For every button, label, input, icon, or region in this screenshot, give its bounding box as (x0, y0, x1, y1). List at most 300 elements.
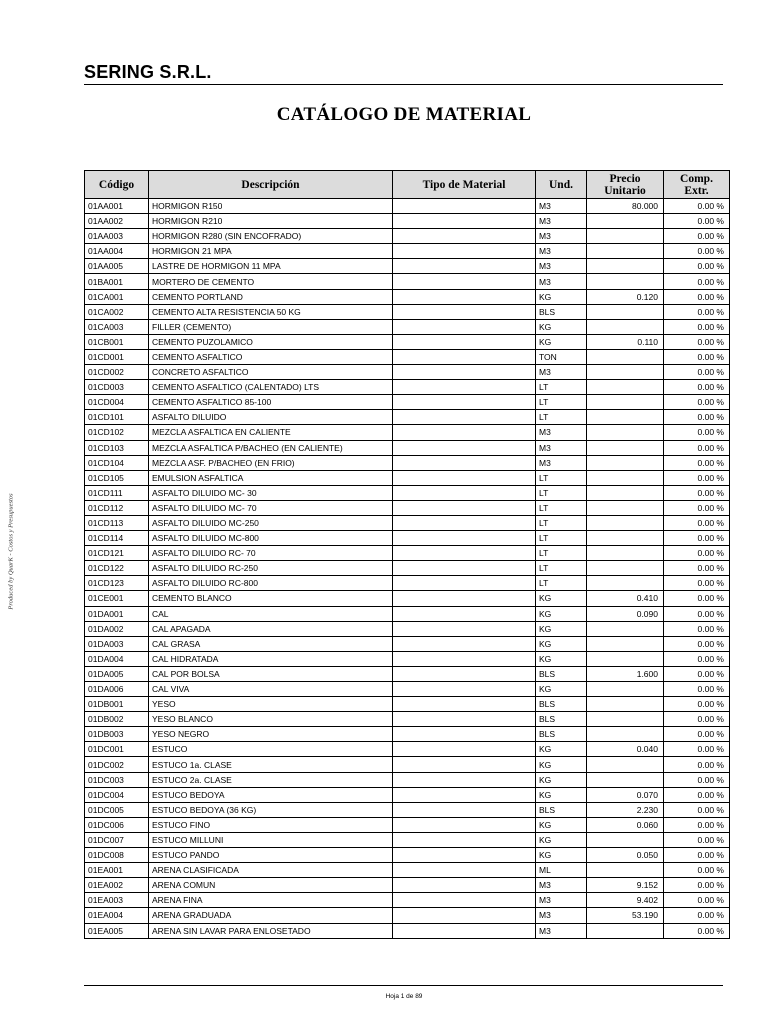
cell-comp-extr: 0.00 % (664, 923, 730, 938)
cell-description: ASFALTO DILUIDO RC-800 (149, 576, 393, 591)
cell-unit-price (587, 214, 664, 229)
cell-unit: M3 (536, 455, 587, 470)
cell-material-type (393, 199, 536, 214)
cell-unit: M3 (536, 365, 587, 380)
table-row (85, 470, 730, 485)
cell-comp-extr: 0.00 % (664, 682, 730, 697)
cell-description: ASFALTO DILUIDO MC-250 (149, 515, 393, 530)
cell-code: 01EA004 (85, 908, 149, 923)
cell-unit-price: 0.050 (587, 848, 664, 863)
table-row (85, 802, 730, 817)
cell-material-type (393, 908, 536, 923)
cell-unit: M3 (536, 440, 587, 455)
cell-comp-extr: 0.00 % (664, 636, 730, 651)
cell-material-type (393, 682, 536, 697)
cell-unit-price (587, 546, 664, 561)
cell-material-type (393, 893, 536, 908)
col-header-material-type: Tipo de Material (393, 171, 536, 199)
cell-unit: BLS (536, 697, 587, 712)
cell-unit: LT (536, 500, 587, 515)
cell-unit-price (587, 757, 664, 772)
cell-unit-price (587, 440, 664, 455)
cell-comp-extr: 0.00 % (664, 214, 730, 229)
cell-code: 01DA005 (85, 666, 149, 681)
cell-code: 01EA001 (85, 863, 149, 878)
cell-unit-price: 9.152 (587, 878, 664, 893)
cell-unit: KG (536, 742, 587, 757)
cell-code: 01DC003 (85, 772, 149, 787)
cell-description: HORMIGON R280 (SIN ENCOFRADO) (149, 229, 393, 244)
cell-unit: M3 (536, 923, 587, 938)
cell-code: 01AA005 (85, 259, 149, 274)
cell-material-type (393, 697, 536, 712)
cell-comp-extr: 0.00 % (664, 455, 730, 470)
cell-unit-price (587, 515, 664, 530)
cell-description: ASFALTO DILUIDO RC- 70 (149, 546, 393, 561)
cell-code: 01DA004 (85, 651, 149, 666)
cell-unit: LT (536, 410, 587, 425)
cell-unit: BLS (536, 727, 587, 742)
col-header-code: Código (85, 171, 149, 199)
cell-unit-price (587, 365, 664, 380)
cell-unit-price: 0.040 (587, 742, 664, 757)
table-row (85, 274, 730, 289)
cell-code: 01CD001 (85, 349, 149, 364)
table-row (85, 712, 730, 727)
table-row (85, 244, 730, 259)
cell-comp-extr: 0.00 % (664, 832, 730, 847)
cell-unit-price (587, 500, 664, 515)
company-name: SERING S.R.L. (84, 62, 212, 82)
cell-unit-price (587, 319, 664, 334)
cell-description: ESTUCO BEDOYA (36 KG) (149, 802, 393, 817)
cell-description: CAL HIDRATADA (149, 651, 393, 666)
cell-description: ESTUCO 1a. CLASE (149, 757, 393, 772)
table-row (85, 621, 730, 636)
cell-unit: M3 (536, 893, 587, 908)
cell-unit: KG (536, 606, 587, 621)
cell-comp-extr: 0.00 % (664, 727, 730, 742)
table-row (85, 893, 730, 908)
cell-description: CEMENTO ASFALTICO 85-100 (149, 395, 393, 410)
page-title: CATÁLOGO DE MATERIAL (276, 104, 532, 125)
cell-unit: BLS (536, 802, 587, 817)
table-row (85, 214, 730, 229)
cell-description: FILLER (CEMENTO) (149, 319, 393, 334)
cell-description: MEZCLA ASF. P/BACHEO (EN FRIO) (149, 455, 393, 470)
cell-comp-extr: 0.00 % (664, 289, 730, 304)
cell-unit-price (587, 274, 664, 289)
cell-unit: LT (536, 470, 587, 485)
cell-unit-price: 2.230 (587, 802, 664, 817)
cell-unit: M3 (536, 259, 587, 274)
cell-comp-extr: 0.00 % (664, 697, 730, 712)
cell-unit-price (587, 470, 664, 485)
cell-material-type (393, 229, 536, 244)
cell-comp-extr: 0.00 % (664, 515, 730, 530)
cell-description: YESO NEGRO (149, 727, 393, 742)
table-row (85, 199, 730, 214)
cell-material-type (393, 531, 536, 546)
header-divider (84, 84, 723, 85)
cell-description: CAL VIVA (149, 682, 393, 697)
cell-unit: LT (536, 515, 587, 530)
cell-comp-extr: 0.00 % (664, 576, 730, 591)
cell-unit: KG (536, 319, 587, 334)
cell-code: 01CD003 (85, 380, 149, 395)
cell-material-type (393, 832, 536, 847)
cell-description: ARENA SIN LAVAR PARA ENLOSETADO (149, 923, 393, 938)
cell-code: 01DA001 (85, 606, 149, 621)
table-row (85, 772, 730, 787)
cell-comp-extr: 0.00 % (664, 349, 730, 364)
cell-unit-price (587, 727, 664, 742)
table-header-row (85, 171, 730, 199)
table-row (85, 908, 730, 923)
cell-comp-extr: 0.00 % (664, 259, 730, 274)
cell-description: ESTUCO MILLUNI (149, 832, 393, 847)
cell-description: ASFALTO DILUIDO MC- 30 (149, 485, 393, 500)
cell-material-type (393, 727, 536, 742)
cell-material-type (393, 651, 536, 666)
cell-comp-extr: 0.00 % (664, 410, 730, 425)
table-row (85, 304, 730, 319)
cell-code: 01EA002 (85, 878, 149, 893)
cell-unit: KG (536, 289, 587, 304)
cell-comp-extr: 0.00 % (664, 380, 730, 395)
cell-unit-price (587, 561, 664, 576)
cell-code: 01DC002 (85, 757, 149, 772)
cell-unit-price (587, 395, 664, 410)
cell-description: ASFALTO DILUIDO RC-250 (149, 561, 393, 576)
cell-code: 01CA003 (85, 319, 149, 334)
cell-code: 01CD113 (85, 515, 149, 530)
footer-divider (84, 985, 723, 986)
table-row (85, 259, 730, 274)
cell-unit: KG (536, 621, 587, 636)
cell-description: ARENA FINA (149, 893, 393, 908)
cell-comp-extr: 0.00 % (664, 893, 730, 908)
cell-code: 01CD102 (85, 425, 149, 440)
cell-material-type (393, 787, 536, 802)
cell-unit: LT (536, 395, 587, 410)
cell-code: 01CD104 (85, 455, 149, 470)
cell-unit-price: 0.060 (587, 817, 664, 832)
table-row (85, 349, 730, 364)
cell-material-type (393, 591, 536, 606)
cell-unit-price (587, 863, 664, 878)
cell-unit-price (587, 923, 664, 938)
cell-unit-price: 0.410 (587, 591, 664, 606)
cell-unit-price (587, 636, 664, 651)
cell-unit: M3 (536, 425, 587, 440)
cell-material-type (393, 666, 536, 681)
cell-unit-price (587, 410, 664, 425)
table-row (85, 395, 730, 410)
cell-description: CEMENTO ASFALTICO (149, 349, 393, 364)
table-row (85, 531, 730, 546)
cell-unit: KG (536, 787, 587, 802)
cell-unit-price: 0.110 (587, 334, 664, 349)
table-row (85, 817, 730, 832)
cell-description: ASFALTO DILUIDO (149, 410, 393, 425)
cell-code: 01CD123 (85, 576, 149, 591)
col-header-unit: Und. (536, 171, 587, 199)
cell-material-type (393, 546, 536, 561)
cell-material-type (393, 304, 536, 319)
cell-comp-extr: 0.00 % (664, 500, 730, 515)
cell-comp-extr: 0.00 % (664, 666, 730, 681)
cell-description: CONCRETO ASFALTICO (149, 365, 393, 380)
table-row (85, 848, 730, 863)
cell-code: 01EA005 (85, 923, 149, 938)
cell-code: 01CD112 (85, 500, 149, 515)
cell-description: CEMENTO PORTLAND (149, 289, 393, 304)
cell-unit: M3 (536, 199, 587, 214)
cell-comp-extr: 0.00 % (664, 621, 730, 636)
cell-material-type (393, 365, 536, 380)
table-row (85, 727, 730, 742)
table-row (85, 546, 730, 561)
cell-comp-extr: 0.00 % (664, 848, 730, 863)
cell-comp-extr: 0.00 % (664, 817, 730, 832)
table-row (85, 485, 730, 500)
cell-code: 01DC004 (85, 787, 149, 802)
page-number: Hoja 1 de 89 (385, 993, 423, 1000)
cell-unit-price: 9.402 (587, 893, 664, 908)
cell-code: 01DC006 (85, 817, 149, 832)
cell-unit-price: 0.070 (587, 787, 664, 802)
cell-code: 01DC007 (85, 832, 149, 847)
table-row (85, 334, 730, 349)
cell-material-type (393, 515, 536, 530)
cell-comp-extr: 0.00 % (664, 440, 730, 455)
col-header-comp-extr: Comp. Extr. (664, 171, 730, 199)
cell-unit-price (587, 651, 664, 666)
cell-comp-extr: 0.00 % (664, 546, 730, 561)
cell-code: 01CD004 (85, 395, 149, 410)
cell-material-type (393, 485, 536, 500)
cell-comp-extr: 0.00 % (664, 908, 730, 923)
cell-unit: M3 (536, 244, 587, 259)
cell-code: 01DC005 (85, 802, 149, 817)
cell-unit-price (587, 455, 664, 470)
table-row (85, 682, 730, 697)
table-row (85, 440, 730, 455)
table-row (85, 289, 730, 304)
cell-description: ARENA COMUN (149, 878, 393, 893)
table-row (85, 863, 730, 878)
cell-unit-price: 0.120 (587, 289, 664, 304)
cell-unit: KG (536, 334, 587, 349)
table-row (85, 365, 730, 380)
cell-comp-extr: 0.00 % (664, 485, 730, 500)
cell-material-type (393, 712, 536, 727)
cell-code: 01AA002 (85, 214, 149, 229)
cell-code: 01CD111 (85, 485, 149, 500)
cell-material-type (393, 410, 536, 425)
cell-description: CAL GRASA (149, 636, 393, 651)
cell-unit: M3 (536, 214, 587, 229)
cell-comp-extr: 0.00 % (664, 334, 730, 349)
cell-code: 01CD101 (85, 410, 149, 425)
table-row (85, 455, 730, 470)
cell-comp-extr: 0.00 % (664, 319, 730, 334)
cell-code: 01CD002 (85, 365, 149, 380)
cell-code: 01EA003 (85, 893, 149, 908)
cell-code: 01CA001 (85, 289, 149, 304)
table-row (85, 515, 730, 530)
cell-unit: M3 (536, 908, 587, 923)
cell-unit-price (587, 697, 664, 712)
cell-code: 01AA003 (85, 229, 149, 244)
cell-material-type (393, 561, 536, 576)
cell-unit-price (587, 229, 664, 244)
cell-comp-extr: 0.00 % (664, 244, 730, 259)
cell-material-type (393, 334, 536, 349)
table-row (85, 878, 730, 893)
cell-material-type (393, 425, 536, 440)
cell-comp-extr: 0.00 % (664, 757, 730, 772)
cell-material-type (393, 349, 536, 364)
cell-code: 01CE001 (85, 591, 149, 606)
cell-description: CEMENTO BLANCO (149, 591, 393, 606)
cell-material-type (393, 289, 536, 304)
cell-description: ESTUCO (149, 742, 393, 757)
cell-unit: BLS (536, 666, 587, 681)
table-row (85, 410, 730, 425)
table-row (85, 229, 730, 244)
cell-unit: M3 (536, 229, 587, 244)
cell-description: ESTUCO PANDO (149, 848, 393, 863)
cell-comp-extr: 0.00 % (664, 531, 730, 546)
table-row (85, 697, 730, 712)
cell-code: 01CD105 (85, 470, 149, 485)
cell-description: ESTUCO 2a. CLASE (149, 772, 393, 787)
cell-comp-extr: 0.00 % (664, 606, 730, 621)
cell-description: ARENA CLASIFICADA (149, 863, 393, 878)
cell-material-type (393, 621, 536, 636)
cell-description: ESTUCO FINO (149, 817, 393, 832)
cell-description: ARENA GRADUADA (149, 908, 393, 923)
cell-description: MEZCLA ASFALTICA P/BACHEO (EN CALIENTE) (149, 440, 393, 455)
table-row (85, 561, 730, 576)
cell-description: CEMENTO PUZOLAMICO (149, 334, 393, 349)
table-row (85, 319, 730, 334)
cell-unit-price (587, 349, 664, 364)
cell-material-type (393, 319, 536, 334)
table-row (85, 651, 730, 666)
cell-material-type (393, 274, 536, 289)
cell-unit: TON (536, 349, 587, 364)
cell-code: 01CD121 (85, 546, 149, 561)
cell-unit: KG (536, 636, 587, 651)
table-row (85, 832, 730, 847)
cell-code: 01CA002 (85, 304, 149, 319)
table-row (85, 500, 730, 515)
cell-description: CAL (149, 606, 393, 621)
cell-unit-price (587, 531, 664, 546)
cell-code: 01AA001 (85, 199, 149, 214)
cell-code: 01AA004 (85, 244, 149, 259)
table-row (85, 742, 730, 757)
cell-description: HORMIGON R150 (149, 199, 393, 214)
cell-material-type (393, 636, 536, 651)
cell-unit-price: 0.090 (587, 606, 664, 621)
cell-description: HORMIGON R210 (149, 214, 393, 229)
cell-unit: LT (536, 561, 587, 576)
cell-description: EMULSION ASFALTICA (149, 470, 393, 485)
cell-unit: KG (536, 772, 587, 787)
cell-comp-extr: 0.00 % (664, 561, 730, 576)
cell-material-type (393, 863, 536, 878)
cell-code: 01BA001 (85, 274, 149, 289)
table-row (85, 425, 730, 440)
cell-code: 01CD114 (85, 531, 149, 546)
table-row (85, 591, 730, 606)
cell-unit: LT (536, 531, 587, 546)
cell-code: 01CD122 (85, 561, 149, 576)
cell-unit: KG (536, 651, 587, 666)
side-credit: Produced by QuarK - Costos y Presupuestos (7, 493, 15, 610)
cell-description: YESO BLANCO (149, 712, 393, 727)
cell-description: ASFALTO DILUIDO MC-800 (149, 531, 393, 546)
cell-description: LASTRE DE HORMIGON 11 MPA (149, 259, 393, 274)
cell-unit-price (587, 712, 664, 727)
cell-unit-price (587, 682, 664, 697)
cell-unit-price (587, 304, 664, 319)
cell-unit: KG (536, 591, 587, 606)
cell-description: MEZCLA ASFALTICA EN CALIENTE (149, 425, 393, 440)
cell-unit: M3 (536, 878, 587, 893)
cell-description: ESTUCO BEDOYA (149, 787, 393, 802)
cell-description: HORMIGON 21 MPA (149, 244, 393, 259)
cell-comp-extr: 0.00 % (664, 787, 730, 802)
cell-unit: KG (536, 848, 587, 863)
cell-code: 01CB001 (85, 334, 149, 349)
cell-unit-price (587, 576, 664, 591)
cell-unit: KG (536, 817, 587, 832)
cell-comp-extr: 0.00 % (664, 304, 730, 319)
cell-description: CAL APAGADA (149, 621, 393, 636)
cell-material-type (393, 772, 536, 787)
cell-unit-price: 53.190 (587, 908, 664, 923)
cell-unit-price (587, 832, 664, 847)
cell-material-type (393, 878, 536, 893)
cell-unit-price (587, 772, 664, 787)
cell-comp-extr: 0.00 % (664, 470, 730, 485)
cell-comp-extr: 0.00 % (664, 591, 730, 606)
cell-comp-extr: 0.00 % (664, 878, 730, 893)
cell-description: MORTERO DE CEMENTO (149, 274, 393, 289)
cell-unit: KG (536, 682, 587, 697)
cell-unit-price (587, 380, 664, 395)
table-row (85, 787, 730, 802)
col-header-unit-price: Precio Unitario (587, 171, 664, 199)
cell-material-type (393, 214, 536, 229)
cell-unit-price (587, 425, 664, 440)
cell-description: CAL POR BOLSA (149, 666, 393, 681)
cell-unit-price: 1.600 (587, 666, 664, 681)
cell-unit-price (587, 244, 664, 259)
cell-material-type (393, 757, 536, 772)
cell-material-type (393, 802, 536, 817)
cell-unit: LT (536, 576, 587, 591)
cell-material-type (393, 500, 536, 515)
cell-code: 01CD103 (85, 440, 149, 455)
cell-unit: KG (536, 832, 587, 847)
cell-description: CEMENTO ALTA RESISTENCIA 50 KG (149, 304, 393, 319)
